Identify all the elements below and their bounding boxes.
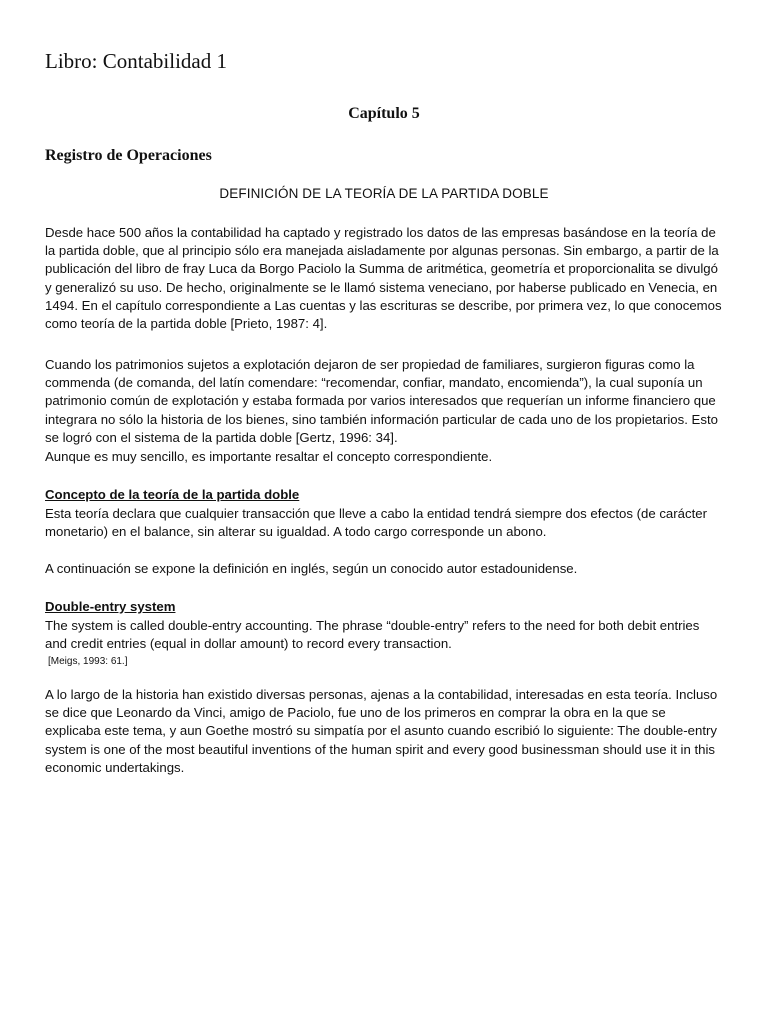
english-intro-paragraph: A continuación se expone la definición en inglés, según un conocido autor estadounidense. (45, 561, 578, 576)
double-entry-heading: Double-entry system (45, 599, 176, 614)
double-entry-paragraph: The system is called double-entry accounting. The phrase “double-entry” refers to the need for both debit entries and credit entries (equal in dollar amount) to record every transaction. (45, 618, 700, 652)
aunque-paragraph: Aunque es muy sencillo, es importante resaltar el concepto correspondiente. (45, 449, 493, 464)
chapter-title: Capítulo 5 (348, 105, 420, 122)
citation: [Meigs, 1993: 61.] (48, 656, 128, 667)
section-title: Registro de Operaciones (45, 147, 212, 164)
patrimonios-paragraph: Cuando los patrimonios sujetos a explotación dejaron de ser propiedad de familiares, surgieron figuras como la commenda (de comanda, del latín comendare: “recomendar, confiar, mandato, encomienda”), la cual suponía un patrimonio común de explotación y estaba formada por varios interesados que requerían un informe financiero que integrara no sólo la historia de los bienes, sino también información particular de cada uno de los propietarios. Esto se logró con el sistema de la partida doble [Gertz, 1996: 34]. (45, 357, 718, 445)
book-title: Libro: Contabilidad 1 (45, 49, 227, 73)
definition-title: DEFINICIÓN DE LA TEORÍA DE LA PARTIDA DOBLE (219, 186, 549, 201)
intro-paragraph: Desde hace 500 años la contabilidad ha captado y registrado los datos de las empresas basándose en la teoría de la partida doble, que al principio sólo era manejada aisladamente por algunas personas. Sin embargo, a partir de la publicación del libro de fray Luca da Borgo Paciolo la Summa de aritmética, geometría et proporcionalita se divulgó y generalizó su uso. De hecho, originalmente se le llamó sistema veneciano, por haberse publicado en Venecia, en 1494. En el capítulo correspondiente a Las cuentas y las escrituras se describe, por primera vez, lo que conocemos como teoría de la partida doble [Prieto, 1987: 4]. (45, 225, 722, 332)
history-paragraph: A lo largo de la historia han existido diversas personas, ajenas a la contabilidad, interesadas en esta teoría. Incluso se dice que Leonardo da Vinci, amigo de Paciolo, fue uno de los primeros en comprar la obra en la que se explicaba este tema, y aun Goethe mostró su simpatía por el asunto cuando escribió lo siguiente: The double-entry system is one of the most beautiful inventions of the human spirit and every good businessman should use it in this economic undertakings. (45, 687, 718, 775)
concept-paragraph: Esta teoría declara que cualquier transacción que lleve a cabo la entidad tendrá siempre dos efectos (de carácter monetario) en el balance, sin alterar su igualdad. A todo cargo corresponde un abono. (45, 506, 707, 540)
concept-heading: Concepto de la teoría de la partida doble (45, 487, 300, 502)
